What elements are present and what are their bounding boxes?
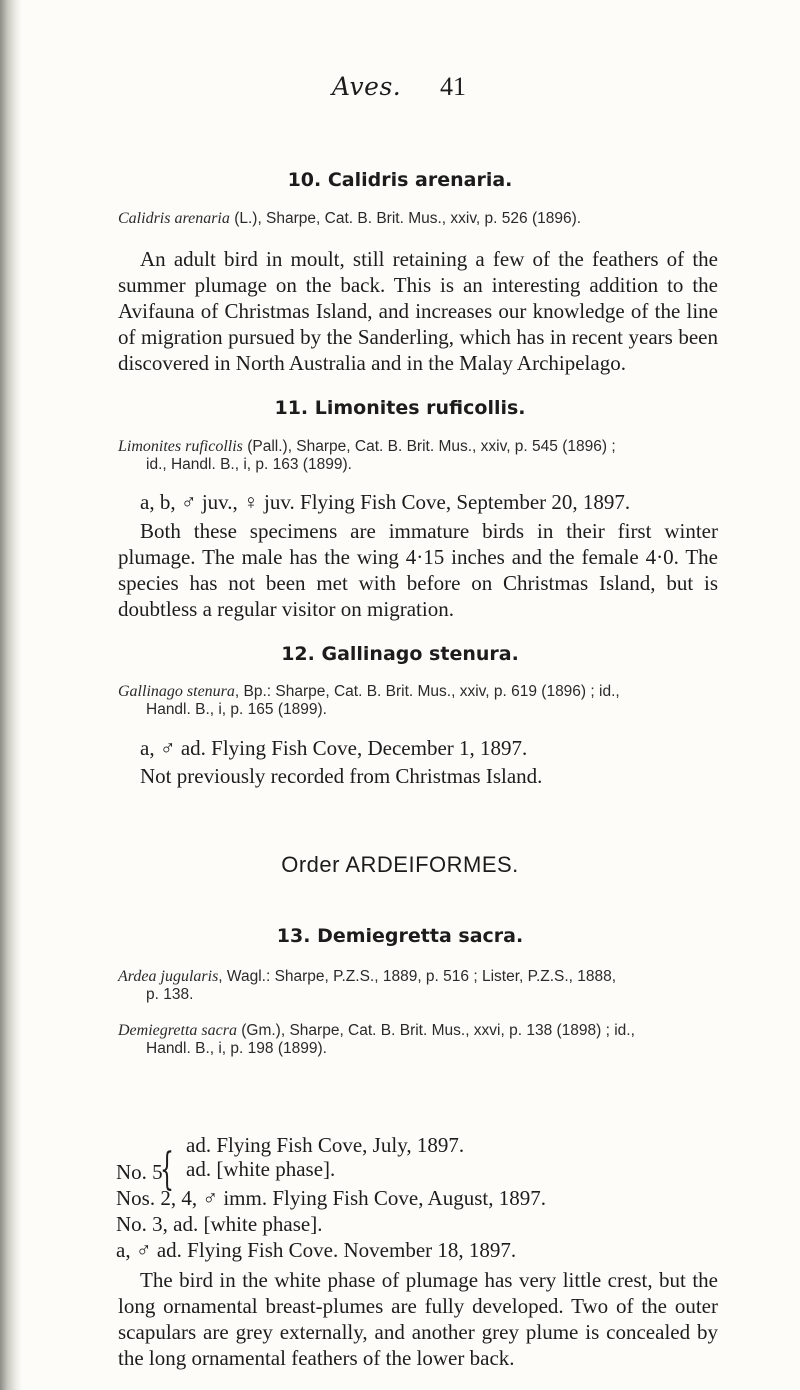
species-heading-11: 11. Limonites ruficollis. bbox=[274, 397, 526, 419]
order-heading: Order ARDEIFORMES. bbox=[281, 852, 519, 877]
ref-citation-continued: Handl. B., i, p. 198 (1899). bbox=[146, 1040, 327, 1057]
ref-species-name: Ardea jugularis bbox=[118, 968, 219, 985]
synonymy-ref-11 bbox=[118, 438, 718, 474]
synonymy-ref-10 bbox=[118, 210, 581, 228]
specimen-line-13-d: No. 3, ad. [white phase]. bbox=[116, 1212, 323, 1236]
ref-species-name: Calidris arenaria bbox=[118, 210, 230, 227]
species-heading-12: 12. Gallinago stenura. bbox=[281, 643, 519, 665]
ref-species-name: Demiegretta sacra bbox=[118, 1022, 237, 1039]
running-header-title: Aves. bbox=[332, 72, 402, 101]
species-description-11: Both these specimens are immature birds in their first winter plumage. The male has the wing 4·15 inches and the female 4·0. The species has not been met with before on Christmas Island, but is doubtless a regular visitor on migration. bbox=[118, 519, 718, 621]
species-heading-10: 10. Calidris arenaria. bbox=[287, 169, 513, 191]
species-heading-13: 13. Demiegretta sacra. bbox=[276, 925, 524, 947]
page-binding-shadow bbox=[0, 0, 22, 1390]
species-description-10: An adult bird in moult, still retaining a few of the feathers of the summer plumage on the back. This is an interesting addition to the Avifauna of Christmas Island, and increases our knowledge of the line of migration pursued by the Sanderling, which has in recent years been discovered in North Australia and in the Malay Archipelago. bbox=[118, 247, 718, 375]
specimen-number-5: No. 5 bbox=[116, 1160, 163, 1184]
ref-citation: , Bp.: Sharpe, Cat. B. Brit. Mus., xxiv, p. 619 (1896) ; id., bbox=[234, 683, 620, 700]
synonymy-ref-12 bbox=[118, 683, 718, 719]
ref-citation-continued: id., Handl. B., i, p. 163 (1899). bbox=[146, 456, 352, 473]
species-note-12: Not previously recorded from Christmas Island. bbox=[140, 764, 543, 788]
ref-citation: (L.), Sharpe, Cat. B. Brit. Mus., xxiv, p. 526 (1896). bbox=[234, 210, 582, 227]
ref-citation-continued: p. 138. bbox=[146, 986, 194, 1003]
ref-species-name: Gallinago stenura bbox=[118, 683, 235, 700]
brace-glyph: { bbox=[160, 1144, 174, 1195]
ref-citation: (Gm.), Sharpe, Cat. B. Brit. Mus., xxvi, p. 138 (1898) ; id., bbox=[241, 1022, 635, 1039]
page-number: 41 bbox=[440, 72, 466, 101]
ref-citation: (Pall.), Sharpe, Cat. B. Brit. Mus., xxiv, p. 545 (1896) ; bbox=[247, 438, 616, 455]
specimen-line-13-a: ad. Flying Fish Cove, July, 1897. bbox=[186, 1133, 465, 1157]
synonymy-ref-13a bbox=[118, 968, 718, 1004]
ref-citation-continued: Handl. B., i, p. 165 (1899). bbox=[146, 701, 327, 718]
specimen-line-13-c: Nos. 2, 4, ♂ imm. Flying Fish Cove, August, 1897. bbox=[116, 1186, 546, 1210]
ref-species-name: Limonites ruficollis bbox=[118, 438, 243, 455]
synonymy-ref-13b bbox=[118, 1022, 718, 1058]
specimen-line-13-b: ad. [white phase]. bbox=[186, 1157, 336, 1181]
specimen-line-13-e: a, ♂ ad. Flying Fish Cove. November 18, 1897. bbox=[116, 1238, 517, 1262]
specimen-line-11: a, b, ♂ juv., ♀ juv. Flying Fish Cove, September 20, 1897. bbox=[140, 490, 631, 514]
species-description-13: The bird in the white phase of plumage has very little crest, but the long ornamental breast-plumes are fully developed. Two of the outer scapulars are grey externally, and another grey plume is concealed by the long ornamental feathers of the lower back. bbox=[118, 1268, 718, 1370]
ref-citation: , Wagl.: Sharpe, P.Z.S., 1889, p. 516 ; Lister, P.Z.S., 1888, bbox=[218, 968, 617, 985]
specimen-line-12: a, ♂ ad. Flying Fish Cove, December 1, 1897. bbox=[140, 736, 528, 760]
